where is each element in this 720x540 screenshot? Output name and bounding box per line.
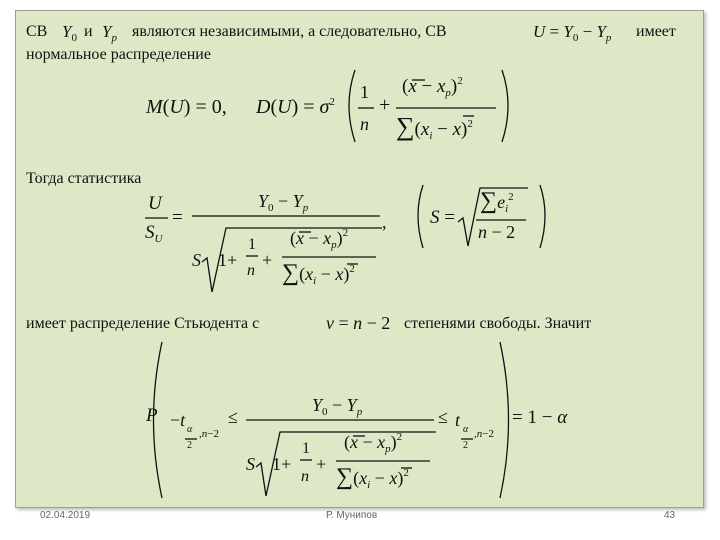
- footer-page-number: 43: [664, 510, 676, 521]
- text-has: имеет: [636, 23, 676, 40]
- frac1-num: 1: [360, 82, 369, 102]
- math-yp: $Y_p$: [102, 22, 117, 44]
- prob-p: P: [146, 405, 158, 426]
- prob-alpha-sub: α: [187, 424, 193, 435]
- s-paren-right: [540, 185, 545, 248]
- math-nu: ν = n − 2: [326, 313, 391, 333]
- equals-sign: =: [172, 207, 183, 228]
- math-variance: $D(U) = \sigma^2$: [256, 96, 335, 118]
- text-degrees: степенями свободы. Значит: [404, 315, 592, 332]
- d-paren-left: [349, 70, 355, 142]
- prob-n: n: [301, 468, 309, 485]
- stat-n: n: [247, 262, 255, 279]
- prob-alpha-sub2: α: [463, 424, 469, 435]
- prob-n2-sub: ,n−2: [199, 428, 219, 440]
- d-paren-right: [502, 70, 508, 142]
- prob-one-plus: 1+: [272, 454, 292, 474]
- prob-neg-t: −t: [170, 410, 186, 430]
- stat-su: $S_U$: [145, 222, 163, 245]
- text-sv: СВ: [26, 23, 48, 40]
- footer-date: 02.04.2019: [40, 510, 91, 521]
- p-paren-right: [500, 342, 509, 498]
- stat-frac-den: $\sum(x_i - x)^2$: [282, 260, 355, 287]
- math-y0: $Y_0$: [62, 22, 77, 44]
- s-formula-s: S =: [430, 207, 455, 228]
- s-formula-num: $\sum e_i^2$: [480, 188, 514, 215]
- text-independent: являются независимыми, а следовательно, СВ: [132, 23, 447, 40]
- stat-num: $Y_0 - Y_p$: [258, 191, 309, 214]
- prob-t: t: [455, 410, 461, 430]
- math-mean: M(U) = 0,: [146, 96, 227, 118]
- stat-u: U: [148, 193, 162, 214]
- frac2-num: $(x - x_p)^2$: [402, 75, 463, 99]
- s-radical: [458, 188, 528, 246]
- stat-radical: [202, 228, 382, 292]
- plus-sign: +: [379, 94, 391, 116]
- stat-one: 1: [248, 236, 256, 253]
- p-radical: [256, 432, 436, 496]
- prob-two-sub: 2: [187, 440, 192, 451]
- prob-le2: ≤: [438, 407, 448, 427]
- stat-one-plus: 1+: [218, 250, 238, 270]
- text-and: и: [84, 23, 93, 40]
- prob-two-sub2: 2: [463, 440, 468, 451]
- prob-le1: ≤: [228, 407, 238, 427]
- stat-s: S: [192, 250, 201, 270]
- prob-plus: +: [316, 454, 327, 474]
- prob-num: $Y_0 - Y_p$: [312, 395, 363, 418]
- s-formula-den: n − 2: [478, 222, 516, 242]
- p-paren-left: [154, 342, 163, 498]
- stat-comma: ,: [382, 212, 387, 232]
- text-student: имеет распределение Стьюдента с: [26, 315, 260, 332]
- prob-frac-den: $\sum(x_i - x)^2$: [336, 464, 409, 491]
- prob-one: 1: [302, 440, 310, 457]
- math-u-def: $U = Y_0 - Y_p$: [533, 22, 612, 44]
- text-normal: нормальное распределение: [26, 46, 211, 63]
- stat-frac-num: $(x - x_p)^2$: [290, 227, 349, 251]
- prob-frac-num: $(x - x_p)^2$: [344, 431, 403, 455]
- frac2-den: $\sum(x_i - x)^2$: [396, 112, 473, 142]
- frac1-den: n: [360, 114, 369, 134]
- footer-author: Р. Мунипов: [326, 510, 378, 521]
- prob-n2-sub2: ,n−2: [474, 428, 494, 440]
- prob-result: = 1 − α: [512, 407, 568, 428]
- text-then: Тогда статистика: [26, 170, 142, 187]
- prob-s: S: [246, 454, 255, 474]
- stat-plus: +: [262, 250, 273, 270]
- s-paren-left: [418, 185, 423, 248]
